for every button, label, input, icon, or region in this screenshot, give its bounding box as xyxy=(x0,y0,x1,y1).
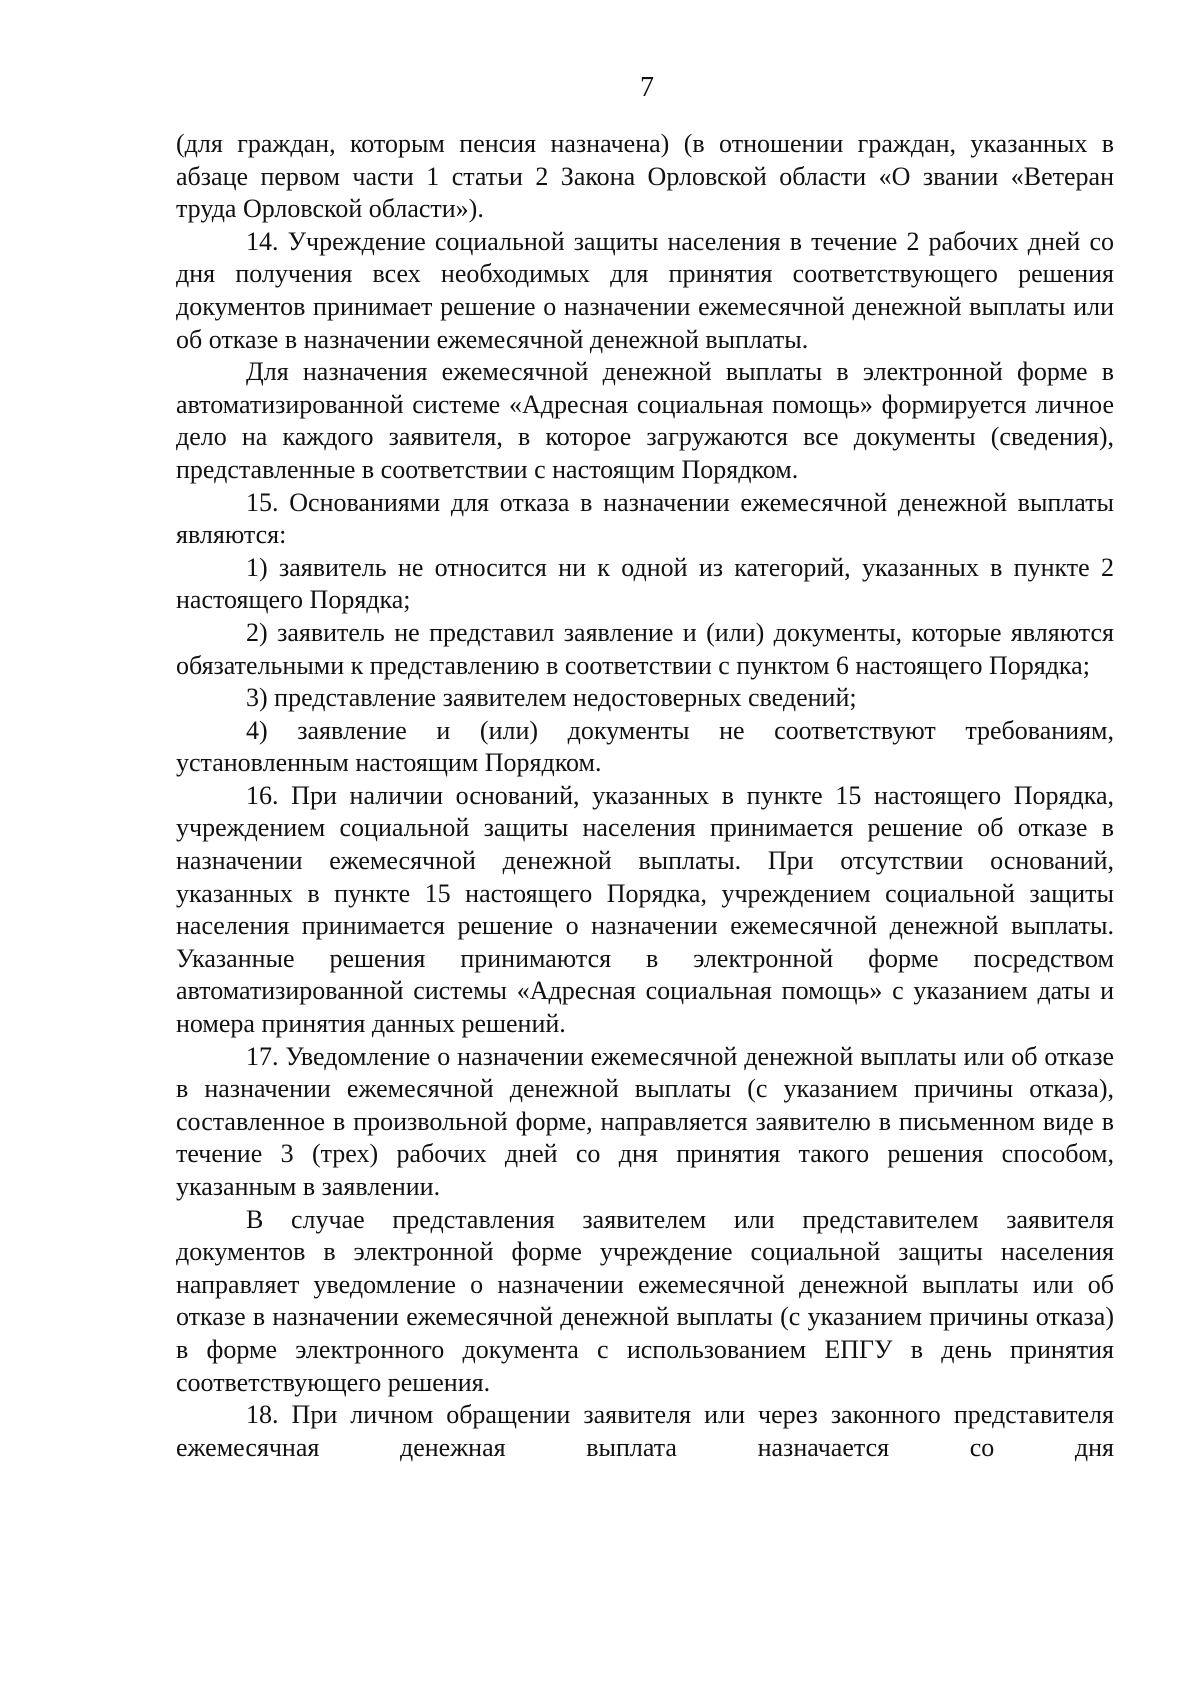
paragraph-electronic-notice: В случае представления заявителем или представителем заявителя документов в электронной форме учреждение социальной защиты населения направляет уведомление о назначении ежемесячной денежной выплаты или об отказе в назначении ежемесячной денежной выплаты (с указанием причины отказа) в форме электронного документа с использованием ЕПГУ в день принятия соответствующего решения. xyxy=(176,1204,1114,1397)
paragraph-item-17: 17. Уведомление о назначении ежемесячной денежной выплаты или об отказе в назначении ежемесячной денежной выплаты (с указанием причины отказа), составленное в произвольной форме, направляется заявителю в письменном виде в течение 3 (трех) рабочих дней со дня принятия такого решения способом, указанным в заявлении. xyxy=(176,1041,1114,1201)
list-item-3: 3) представление заявителем недостоверных сведений; xyxy=(246,683,857,713)
list-item-1: 1) заявитель не относится ни к одной из категорий, указанных в пункте 2 настоящего Порядка; xyxy=(176,552,1114,615)
paragraph-item-16: 16. При наличии оснований, указанных в пункте 15 настоящего Порядка, учреждением социальной защиты населения принимается решение об отказе в назначении ежемесячной денежной выплаты. При отсутствии оснований, указанных в пункте 15 настоящего Порядка, учреждением социальной защиты населения принимается решение о назначении ежемесячной денежной выплаты. Указанные решения принимаются в электронной форме посредством автоматизированной системы «Адресная социальная помощь» с указанием даты и номера принятия данных решений. xyxy=(176,780,1114,1039)
document-body xyxy=(176,128,1114,1464)
list-item-2: 2) заявитель не представил заявление и (или) документы, которые являются обязательными к представлению в соответствии с пунктом 6 настоящего Порядка; xyxy=(176,617,1114,680)
paragraph-item-18: 18. При личном обращении заявителя или через законного представителя ежемесячная денежная выплата назначается со дня xyxy=(176,1400,1114,1462)
page-number: 7 xyxy=(640,72,654,103)
paragraph-continuation: (для граждан, которым пенсия назначена) (в отношении граждан, указанных в абзаце первом части 1 статьи 2 Закона Орловской области «О звании «Ветеран труда Орловской области»). xyxy=(176,129,1114,224)
paragraph-item-14: 14. Учреждение социальной защиты населения в течение 2 рабочих дней со дня получения всех необходимых для принятия соответствующего решения документов принимает решение о назначении ежемесячной денежной выплаты или об отказе в назначении ежемесячной денежной выплаты. xyxy=(176,226,1114,354)
paragraph-electronic-form: Для назначения ежемесячной денежной выплаты в электронной форме в автоматизированной системе «Адресная социальная помощь» формируется личное дело на каждого заявителя, в которое загружаются все документы (сведения), представленные в соответствии с настоящим Порядком. xyxy=(176,357,1114,484)
list-item-4: 4) заявление и (или) документы не соответствуют требованиям, установленным настоящим Порядком. xyxy=(176,715,1114,778)
paragraph-item-15: 15. Основаниями для отказа в назначении ежемесячной денежной выплаты являются: xyxy=(176,487,1114,550)
